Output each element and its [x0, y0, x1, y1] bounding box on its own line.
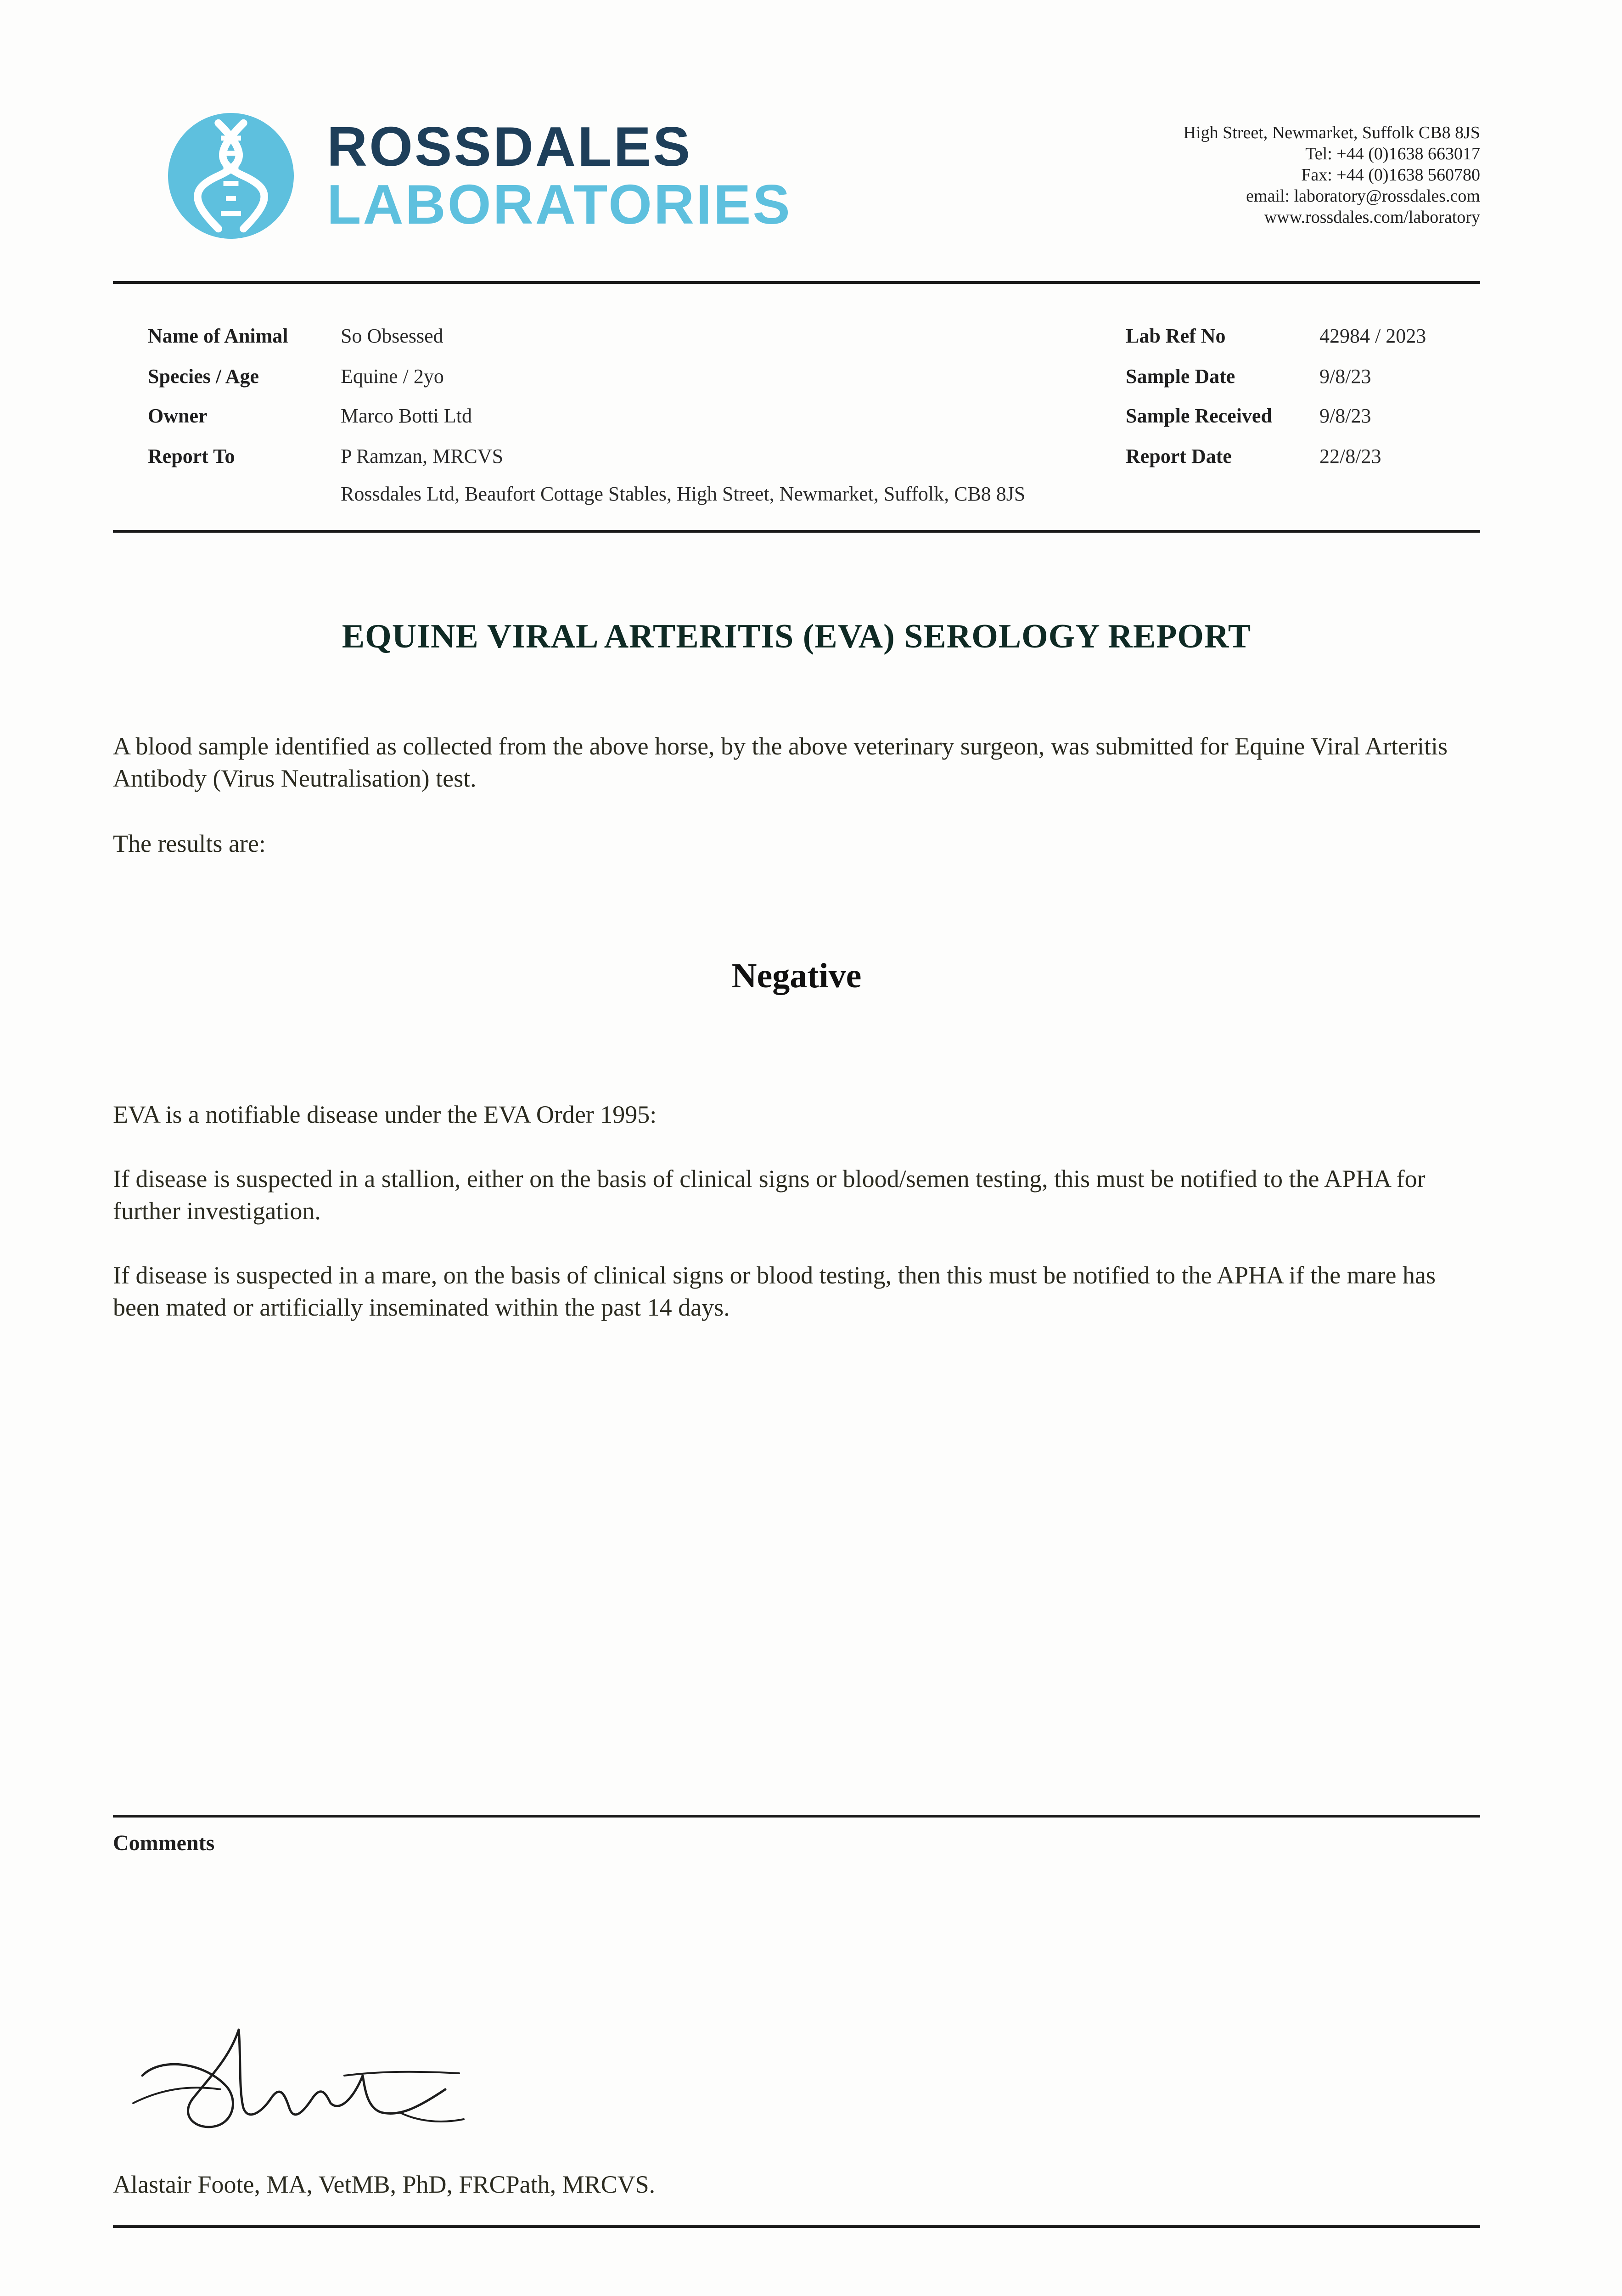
info-label-owner: Owner — [148, 405, 208, 427]
stallion-note: If disease is suspected in a stallion, either on the basis of clinical signs or blood/semen testing, this must be notified to the APHA for further investigation. — [113, 1165, 1426, 1225]
info-value-owner: Marco Botti Ltd — [341, 405, 472, 427]
contact-fax: Fax: +44 (0)1638 560780 — [1301, 165, 1480, 185]
dna-helix-icon — [168, 113, 294, 239]
info-label-sample-date: Sample Date — [1126, 365, 1235, 388]
contact-tel: Tel: +44 (0)1638 663017 — [1305, 144, 1480, 163]
comments-divider — [113, 1815, 1480, 1818]
info-value-name: So Obsessed — [341, 325, 443, 347]
footer-divider — [113, 2225, 1480, 2228]
signature — [124, 2020, 473, 2140]
brand-name: ROSSDALES — [327, 115, 692, 178]
info-value-sample-received: 9/8/23 — [1319, 405, 1371, 427]
contact-email: email: laboratory@rossdales.com — [1246, 186, 1480, 206]
info-label-report-date: Report Date — [1126, 445, 1232, 467]
info-value-species: Equine / 2yo — [341, 365, 444, 388]
info-value-sample-date: 9/8/23 — [1319, 365, 1371, 388]
info-label-sample-received: Sample Received — [1126, 405, 1272, 427]
brand-subtitle: LABORATORIES — [327, 173, 792, 236]
intro-paragraph: A blood sample identified as collected from the above horse, by the above veterinary surgeon, was submitted for Equine Viral Arteritis Antibody (Virus Neutralisation) test. — [113, 732, 1448, 792]
results-lead: The results are: — [113, 830, 266, 857]
info-value-lab-ref: 42984 / 2023 — [1319, 325, 1426, 347]
contact-website: www.rossdales.com/laboratory — [1264, 208, 1480, 227]
info-label-species: Species / Age — [148, 365, 259, 388]
header-divider — [113, 281, 1480, 284]
info-value-report-to-address: Rossdales Ltd, Beaufort Cottage Stables, High Street, Newmarket, Suffolk, CB8 8JS — [341, 483, 1026, 505]
info-value-report-to: P Ramzan, MRCVS — [341, 445, 504, 467]
comments-label: Comments — [113, 1831, 215, 1855]
info-label-report-to: Report To — [148, 445, 235, 467]
contact-block — [1184, 122, 1480, 228]
signatory-name: Alastair Foote, MA, VetMB, PhD, FRCPath, MRCVS. — [113, 2171, 656, 2198]
info-value-report-date: 22/8/23 — [1319, 445, 1381, 467]
mare-note: If disease is suspected in a mare, on the basis of clinical signs or blood testing, then this must be notified to the APHA if the mare has been mated or artificially inseminated within the past 14 days. — [113, 1261, 1436, 1321]
test-result: Negative — [731, 957, 862, 995]
info-label-name: Name of Animal — [148, 325, 288, 347]
info-divider — [113, 530, 1480, 533]
notifiable-statement: EVA is a notifiable disease under the EVA Order 1995: — [113, 1101, 657, 1128]
contact-address: High Street, Newmarket, Suffolk CB8 8JS — [1183, 123, 1480, 142]
report-title: EQUINE VIRAL ARTERITIS (EVA) SEROLOGY REPORT — [342, 618, 1252, 655]
info-label-lab-ref: Lab Ref No — [1126, 325, 1226, 347]
